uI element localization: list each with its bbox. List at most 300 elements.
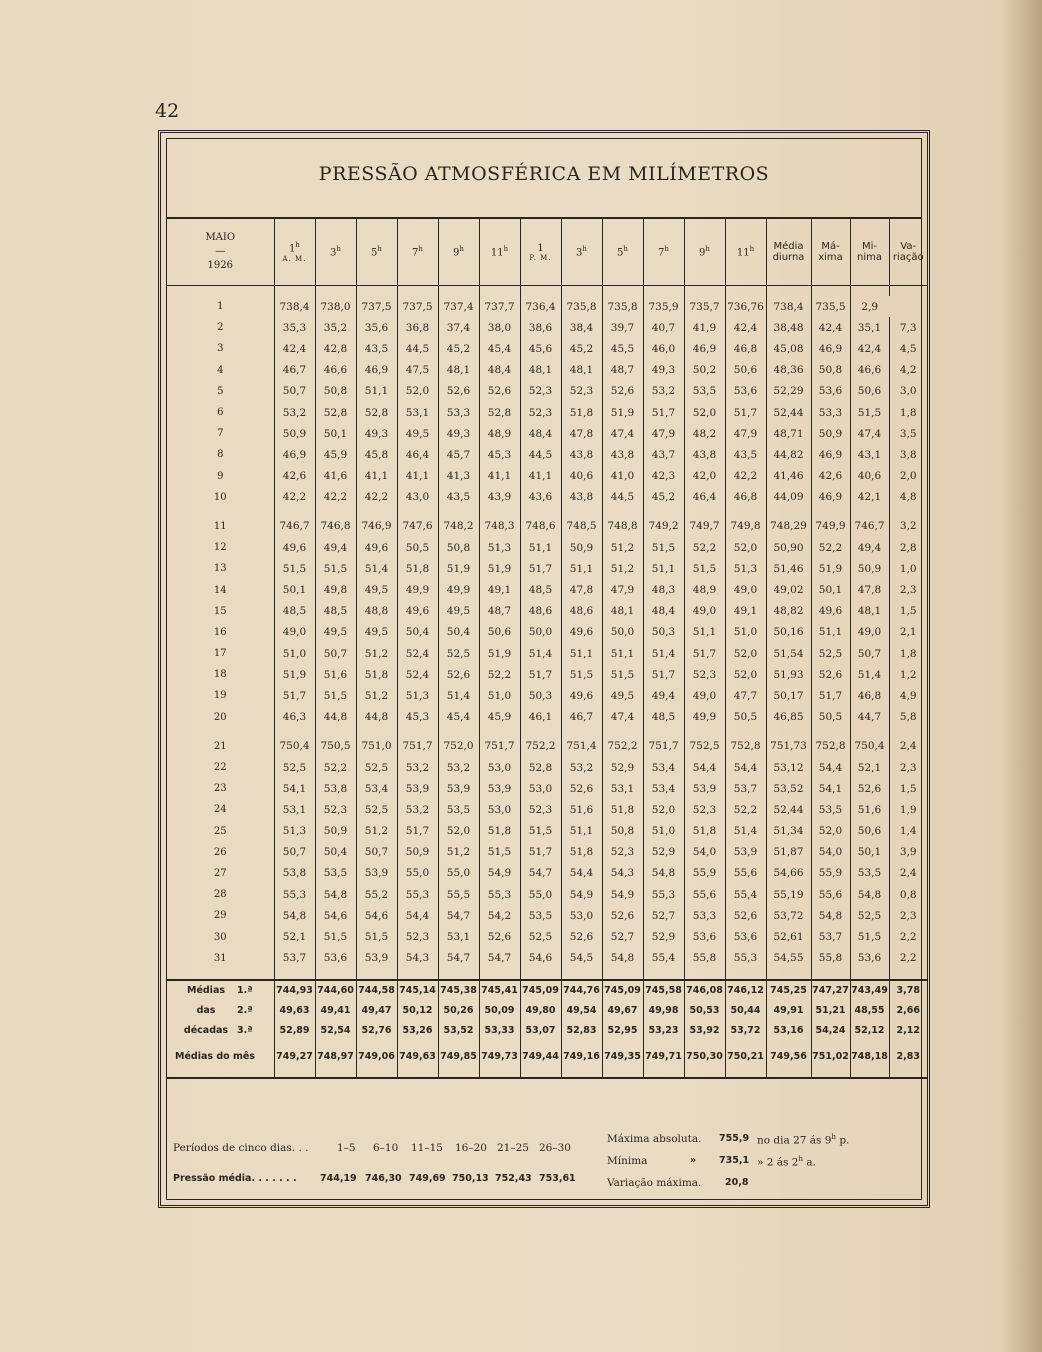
table-cell: 52,3: [315, 799, 356, 820]
decade-average-value: 48,55: [850, 1001, 889, 1021]
spacer-cell: [811, 1067, 850, 1078]
decade-average-value: 52,83: [561, 1021, 602, 1041]
table-cell: 54,3: [397, 948, 438, 969]
table-cell: 50,6: [725, 360, 766, 381]
table-cell: 51,9: [438, 558, 479, 579]
spacer-cell: [725, 1067, 766, 1078]
table-cell: 54,4: [684, 757, 725, 778]
spacer-cell: [889, 728, 927, 736]
table-cell: 53,2: [438, 757, 479, 778]
table-cell: 48,6: [561, 601, 602, 622]
table-cell: 752,8: [725, 736, 766, 757]
table-cell: 750,4: [850, 736, 889, 757]
table-cell: 53,5: [811, 799, 850, 820]
decade-average-value: 49,80: [520, 1001, 561, 1021]
table-cell: 51,0: [274, 643, 315, 664]
table-cell: 51,9: [602, 402, 643, 423]
table-cell: 51,2: [602, 537, 643, 558]
decade-average-label: [167, 1021, 274, 1041]
spacer-cell: [889, 1067, 927, 1078]
decade-average-value: 53,16: [766, 1021, 811, 1041]
day-number: 1: [217, 301, 224, 313]
decade-average-value: 52,76: [356, 1021, 397, 1041]
table-cell: 53,7: [811, 926, 850, 947]
table-cell: 45,7: [438, 444, 479, 465]
table-cell: 48,36: [766, 360, 811, 381]
table-cell: 746,8: [315, 516, 356, 537]
table-cell: 46,9: [811, 444, 850, 465]
table-cell: 49,0: [850, 622, 889, 643]
maxima-header: Má- xima: [811, 219, 850, 286]
table-cell: 38,6: [520, 317, 561, 338]
table-row: [167, 884, 927, 905]
table-cell: 2,2: [889, 926, 927, 947]
table-cell: 52,5: [356, 757, 397, 778]
min-absolute-when: » 2 ás 2$^h$ a.: [757, 1155, 816, 1169]
decade-average-value: 52,89: [274, 1021, 315, 1041]
table-cell: 49,6: [274, 537, 315, 558]
table-cell: 53,1: [274, 799, 315, 820]
table-cell: 52,0: [397, 381, 438, 402]
table-cell: 748,6: [520, 516, 561, 537]
table-cell: 54,8: [850, 884, 889, 905]
table-cell: 52,0: [725, 643, 766, 664]
table-cell: 48,2: [684, 423, 725, 444]
table-cell: 45,9: [479, 707, 520, 728]
table-cell: 49,5: [315, 622, 356, 643]
table-cell: 2,0: [889, 466, 927, 487]
table-cell: 52,6: [438, 381, 479, 402]
month-average-label: Médias do mês: [175, 1051, 255, 1063]
table-cell: 748,3: [479, 516, 520, 537]
table-cell: 53,6: [725, 381, 766, 402]
decade-average-label: [167, 980, 274, 1001]
table-cell: 3,0: [889, 381, 927, 402]
spacer-cell: [725, 728, 766, 736]
table-cell: 46,85: [766, 707, 811, 728]
spacer-cell: [315, 728, 356, 736]
table-cell: 748,29: [766, 516, 811, 537]
table-row: [167, 360, 927, 381]
table-cell: 40,6: [561, 466, 602, 487]
decade-average-value: 2,12: [889, 1021, 927, 1041]
table-cell: 53,6: [811, 381, 850, 402]
table-cell: 54,0: [684, 842, 725, 863]
day-number: 11: [213, 520, 227, 532]
table-cell: 53,6: [850, 948, 889, 969]
table-cell: 52,1: [850, 757, 889, 778]
table-cell: 751,7: [479, 736, 520, 757]
table-cell: 752,2: [602, 736, 643, 757]
decade-average-value: 53,26: [397, 1021, 438, 1041]
table-cell: 48,1: [520, 360, 561, 381]
table-cell: 43,0: [397, 487, 438, 508]
table-cell: 42,6: [274, 466, 315, 487]
decade-average-value: 54,24: [811, 1021, 850, 1041]
table-cell: 50,7: [274, 842, 315, 863]
table-cell: 1,5: [889, 778, 927, 799]
spacer-cell: [356, 1067, 397, 1078]
table-row: [167, 601, 927, 622]
table-cell: 43,5: [356, 338, 397, 359]
table-cell: 53,3: [684, 905, 725, 926]
table-cell: 52,7: [643, 905, 684, 926]
table-cell: 55,9: [811, 863, 850, 884]
table-cell: 43,1: [850, 444, 889, 465]
table-cell: 4,2: [889, 360, 927, 381]
table-cell: 52,6: [438, 664, 479, 685]
spacer-row: [167, 508, 927, 516]
table-cell: 53,7: [725, 778, 766, 799]
table-cell: 49,4: [643, 685, 684, 706]
table-cell: 737,5: [356, 296, 397, 317]
day-number: 21: [213, 740, 227, 752]
pressure-value: 749,69: [409, 1173, 446, 1184]
table-cell: 53,2: [274, 402, 315, 423]
table-cell: 49,6: [811, 601, 850, 622]
spacer-cell: [479, 508, 520, 516]
table-cell: 54,4: [811, 757, 850, 778]
min-absolute-value: 735,1: [719, 1155, 750, 1166]
month-average-value: 749,44: [520, 1047, 561, 1067]
table-cell: 55,3: [397, 884, 438, 905]
spacer-cell: [167, 508, 274, 516]
table-cell: 51,8: [561, 402, 602, 423]
table-cell: 49,02: [766, 579, 811, 600]
spacer-cell: [397, 1067, 438, 1078]
table-cell: 55,9: [684, 863, 725, 884]
table-row: [167, 757, 927, 778]
table-cell: 749,2: [643, 516, 684, 537]
decade-average-value: 49,91: [766, 1001, 811, 1021]
table-cell: 55,0: [438, 863, 479, 884]
table-cell: 3,8: [889, 444, 927, 465]
table-cell: 49,5: [438, 601, 479, 622]
day-number: 23: [213, 783, 227, 795]
table-cell: 52,0: [725, 537, 766, 558]
table-cell: 52,61: [766, 926, 811, 947]
media-diurna-header: Média diurna: [766, 219, 811, 286]
spacer-cell: [167, 286, 274, 297]
table-row: [167, 579, 927, 600]
spacer-cell: [602, 969, 643, 980]
spacer-cell: [766, 969, 811, 980]
table-row: [167, 707, 927, 728]
table-cell: 50,3: [643, 622, 684, 643]
decade-average-value: 746,08: [684, 980, 725, 1001]
table-cell: 52,0: [438, 821, 479, 842]
table-cell: 47,8: [561, 579, 602, 600]
table-cell: 52,5: [811, 643, 850, 664]
spacer-row: [167, 969, 927, 980]
table-cell: 41,3: [438, 466, 479, 487]
table-cell: 42,4: [274, 338, 315, 359]
table-cell: 51,6: [315, 664, 356, 685]
table-cell: 49,3: [356, 423, 397, 444]
table-cell: 43,5: [438, 487, 479, 508]
table-cell: 52,0: [684, 402, 725, 423]
table-cell: 752,2: [520, 736, 561, 757]
decade-average-label: [167, 1001, 274, 1021]
table-cell: 51,54: [766, 643, 811, 664]
table-cell: 52,6: [850, 778, 889, 799]
table-cell: 40,6: [850, 466, 889, 487]
table-cell: 50,2: [684, 360, 725, 381]
table-cell: 52,3: [561, 381, 602, 402]
spacer-cell: [315, 508, 356, 516]
table-cell: 751,0: [356, 736, 397, 757]
table-cell: 53,2: [643, 381, 684, 402]
table-cell: 736,4: [520, 296, 561, 317]
table-row: [167, 778, 927, 799]
table-cell: 38,48: [766, 317, 811, 338]
decade-average-value: 743,49: [850, 980, 889, 1001]
spacer-cell: [356, 969, 397, 980]
table-cell: 50,7: [356, 842, 397, 863]
spacer-cell: [684, 728, 725, 736]
pressure-value: 753,61: [539, 1173, 576, 1184]
table-cell: 51,5: [274, 558, 315, 579]
table-cell: 49,3: [438, 423, 479, 444]
spacer-row: [167, 1067, 927, 1078]
table-cell: 52,8: [315, 402, 356, 423]
table-cell: 50,4: [315, 842, 356, 863]
pressure-value: 752,43: [495, 1173, 532, 1184]
max-absolute-when: no dia 27 ás 9$^h$ p.: [757, 1133, 850, 1147]
day-number: 25: [213, 825, 227, 837]
month-average-value: 748,97: [315, 1047, 356, 1067]
spacer-cell: [438, 969, 479, 980]
table-cell: 53,5: [315, 863, 356, 884]
day-number: 3: [217, 343, 224, 355]
table-cell: 54,8: [315, 884, 356, 905]
table-cell: 55,2: [356, 884, 397, 905]
table-cell: 51,9: [274, 664, 315, 685]
table-cell: 52,6: [561, 778, 602, 799]
table-cell: 7,3: [889, 317, 927, 338]
spacer-cell: [274, 728, 315, 736]
table-cell: 42,1: [850, 487, 889, 508]
table-cell: 47,7: [725, 685, 766, 706]
table-cell: 49,6: [356, 537, 397, 558]
day-number: 5: [217, 385, 224, 397]
table-cell: 41,1: [520, 466, 561, 487]
spacer-cell: [643, 969, 684, 980]
table-cell: 54,7: [479, 948, 520, 969]
spacer-cell: [274, 1067, 315, 1078]
table-cell: 49,5: [602, 685, 643, 706]
table-cell: 52,2: [684, 537, 725, 558]
table-cell: 51,1: [520, 537, 561, 558]
table-cell: 735,8: [561, 296, 602, 317]
month-average-value: 750,21: [725, 1047, 766, 1067]
decade-average-value: 745,09: [520, 980, 561, 1001]
spacer-row: [167, 286, 927, 297]
table-cell: 46,9: [684, 338, 725, 359]
table-cell: 45,5: [602, 338, 643, 359]
table-cell: 55,19: [766, 884, 811, 905]
table-cell: 51,9: [479, 558, 520, 579]
table-cell: 54,5: [561, 948, 602, 969]
table-cell: 52,0: [811, 821, 850, 842]
table-cell: 54,0: [811, 842, 850, 863]
table-cell: 50,1: [811, 579, 850, 600]
table-cell: 3,2: [889, 516, 927, 537]
table-cell: 751,4: [561, 736, 602, 757]
table-cell: 48,4: [479, 360, 520, 381]
decade-average-value: 49,54: [561, 1001, 602, 1021]
table-cell: 2,3: [889, 905, 927, 926]
table-body: [167, 286, 927, 1078]
spacer-cell: [397, 286, 438, 297]
table-cell: 50,7: [850, 643, 889, 664]
table-cell: 51,4: [643, 643, 684, 664]
month-header: MAIO — 1926: [167, 219, 274, 286]
table-cell: 51,4: [520, 643, 561, 664]
table-cell: 53,9: [397, 778, 438, 799]
decade-average-value: 745,25: [766, 980, 811, 1001]
spacer-cell: [811, 508, 850, 516]
table-cell: 52,6: [602, 905, 643, 926]
table-cell: 51,6: [850, 799, 889, 820]
table-cell: 735,9: [643, 296, 684, 317]
table-cell: 53,0: [520, 778, 561, 799]
spacer-cell: [274, 286, 315, 297]
day-number: 31: [213, 952, 227, 964]
table-cell: 52,9: [643, 842, 684, 863]
decade-average-row: [167, 1021, 927, 1041]
table-cell: 48,8: [356, 601, 397, 622]
spacer-cell: [684, 969, 725, 980]
decade-average-row: [167, 1001, 927, 1021]
table-cell: 53,5: [684, 381, 725, 402]
table-cell: 2,1: [889, 622, 927, 643]
table-cell: 51,8: [356, 664, 397, 685]
table-cell: 1,8: [889, 643, 927, 664]
table-cell: 2,8: [889, 537, 927, 558]
minima-header: Mi- nima: [850, 219, 889, 286]
table-cell: 47,8: [561, 423, 602, 444]
table-cell: 51,5: [684, 558, 725, 579]
table-cell: 51,5: [315, 685, 356, 706]
decade-average-value: 53,33: [479, 1021, 520, 1041]
spacer-cell: [397, 969, 438, 980]
average-label-text: décadas: [183, 1025, 229, 1037]
table-cell: 748,2: [438, 516, 479, 537]
table-cell: 51,1: [561, 821, 602, 842]
spacer-cell: [602, 508, 643, 516]
table-cell: 48,4: [520, 423, 561, 444]
decade-average-value: 746,12: [725, 980, 766, 1001]
table-cell: 51,5: [520, 821, 561, 842]
table-cell: 43,8: [561, 444, 602, 465]
table-cell: 48,1: [602, 601, 643, 622]
table-cell: 46,9: [356, 360, 397, 381]
table-cell: 41,6: [315, 466, 356, 487]
table-cell: 45,9: [315, 444, 356, 465]
table-cell: 53,6: [315, 948, 356, 969]
table-cell: 42,4: [725, 317, 766, 338]
table-cell: 51,93: [766, 664, 811, 685]
table-cell: 43,6: [520, 487, 561, 508]
table-frame: [158, 130, 930, 1208]
decade-average-value: 50,12: [397, 1001, 438, 1021]
day-number: 17: [213, 648, 227, 660]
table-cell: 49,8: [315, 579, 356, 600]
table-row: [167, 558, 927, 579]
table-cell: 50,1: [274, 579, 315, 600]
pressure-value: 750,13: [452, 1173, 489, 1184]
table-cell: 53,1: [602, 778, 643, 799]
table-cell: 51,5: [356, 926, 397, 947]
month-average-value: 749,71: [643, 1047, 684, 1067]
table-cell: 46,1: [520, 707, 561, 728]
table-cell: 2,4: [889, 863, 927, 884]
table-cell: 42,8: [315, 338, 356, 359]
decade-average-value: 745,41: [479, 980, 520, 1001]
table-cell: 49,9: [438, 579, 479, 600]
hour-header: 7$^h$: [643, 219, 684, 286]
table-cell: 52,6: [725, 905, 766, 926]
table-cell: 49,0: [725, 579, 766, 600]
table-row: [167, 381, 927, 402]
table-cell: 44,5: [602, 487, 643, 508]
decade-average-value: 49,98: [643, 1001, 684, 1021]
table-cell: 48,5: [520, 579, 561, 600]
table-cell: 52,5: [356, 799, 397, 820]
day-number: 15: [213, 605, 227, 617]
table-cell: 47,4: [850, 423, 889, 444]
table-row: [167, 516, 927, 537]
table-cell: 751,7: [643, 736, 684, 757]
table-cell: 738,0: [315, 296, 356, 317]
table-cell: 51,8: [684, 821, 725, 842]
spacer-cell: [725, 286, 766, 297]
spacer-cell: [811, 969, 850, 980]
table-cell: 51,8: [479, 821, 520, 842]
table-cell: 53,2: [397, 799, 438, 820]
table-cell: 51,8: [561, 842, 602, 863]
spacer-cell: [766, 1067, 811, 1078]
periods-label: Períodos de cinco dias. . .: [173, 1142, 309, 1154]
table-cell: 43,8: [684, 444, 725, 465]
table-cell: 41,46: [766, 466, 811, 487]
table-cell: 52,2: [315, 757, 356, 778]
table-cell: 49,9: [684, 707, 725, 728]
table-cell: 51,0: [479, 685, 520, 706]
decade-average-value: 3,78: [889, 980, 927, 1001]
spacer-cell: [520, 969, 561, 980]
decade-average-value: 745,58: [643, 980, 684, 1001]
table-cell: 52,44: [766, 402, 811, 423]
spacer-cell: [479, 1067, 520, 1078]
spacer-cell: [643, 286, 684, 297]
decade-number: 1.ª: [237, 985, 253, 997]
table-cell: 737,7: [479, 296, 520, 317]
spacer-cell: [602, 1067, 643, 1078]
table-cell: 51,3: [397, 685, 438, 706]
table-cell: 50,5: [725, 707, 766, 728]
table-cell: 51,4: [438, 685, 479, 706]
table-cell: 48,9: [479, 423, 520, 444]
table-cell: 48,1: [561, 360, 602, 381]
month-average-value: 749,85: [438, 1047, 479, 1067]
table-cell: 43,8: [602, 444, 643, 465]
table-cell: 51,2: [438, 842, 479, 863]
day-number: 9: [217, 470, 224, 482]
table-cell: 55,0: [397, 863, 438, 884]
spacer-cell: [684, 286, 725, 297]
